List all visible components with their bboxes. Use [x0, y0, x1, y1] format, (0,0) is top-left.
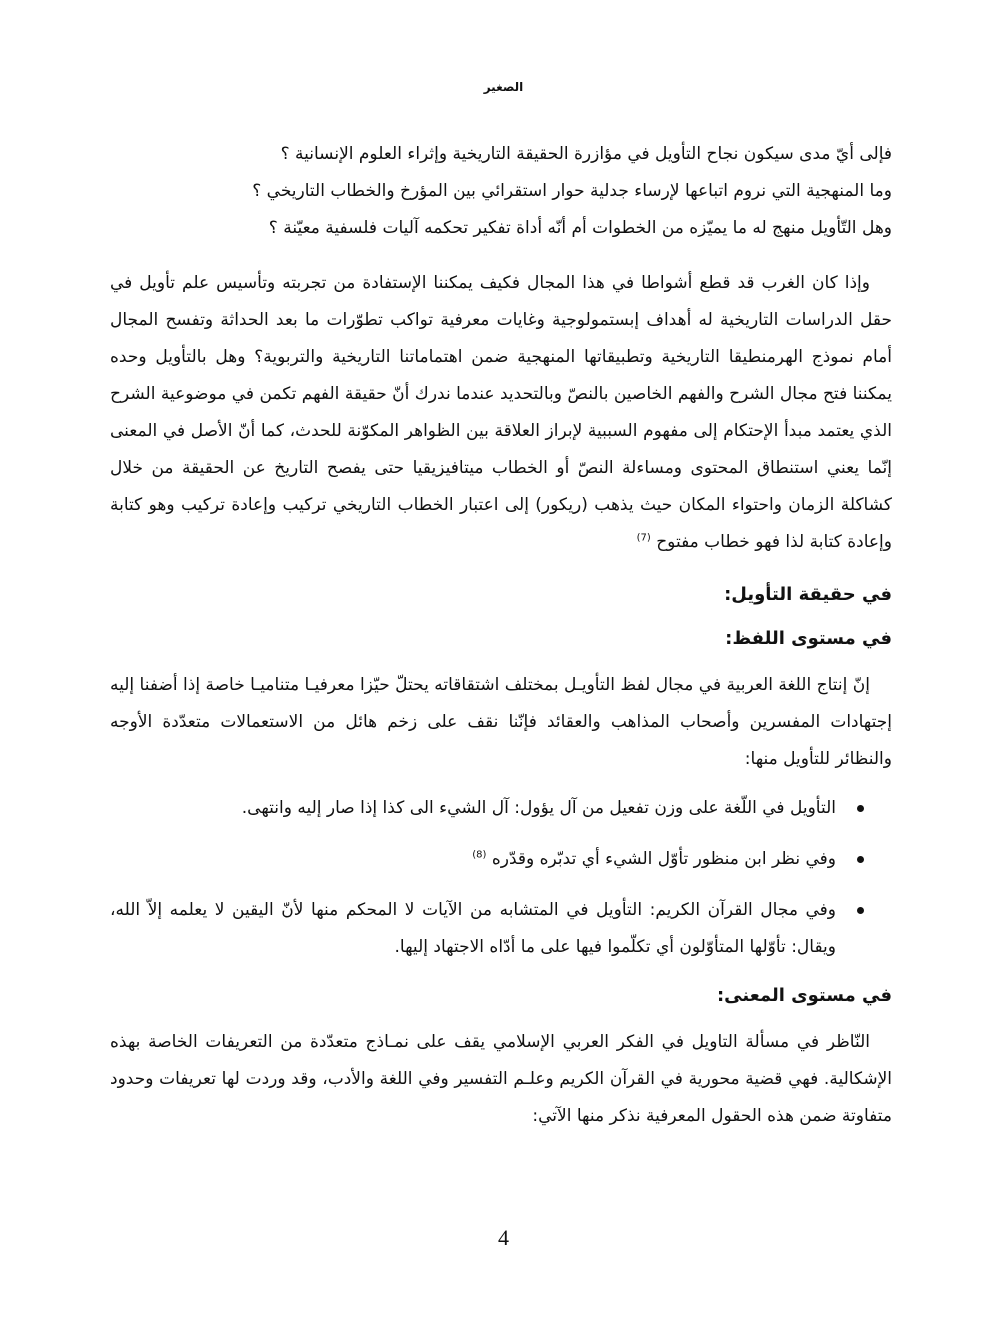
section-heading-meaning-level: في مستوى المعنى:: [716, 985, 892, 1006]
list-item-text: وفي مجال القرآن الكريم: التأويل في المتشابه من الآيات لا المحكم منها لأنّ اليقين لا يعلمه إلاّ الله، ويقال: تأوّلها المتأوّلون أي تكلّموا فيها على ما أدّاه الاجتهاد إليها.: [110, 900, 836, 957]
page-body: [110, 136, 892, 1135]
footnote-ref-7: (7): [636, 532, 651, 544]
section-heading-truth-of-interpretation: في حقيقة التأويل:: [724, 584, 892, 605]
bullet-icon: [857, 907, 864, 914]
paragraph-west-hermeneutics: [110, 265, 892, 561]
bullet-icon: [857, 805, 864, 812]
intro-question-3: وهل التّأويل منهج له ما يميّزه من الخطوات أم أنّه أداة تفكير تحكمه آليات فلسفية معيّنة ؟: [268, 218, 892, 238]
section-heading-word-level: في مستوى اللفظ:: [725, 628, 892, 649]
list-item-text: وفي نظر ابن منظور تأوّل الشيء أي تدبّره وقدّره: [491, 849, 836, 869]
footnote-ref-8: (8): [472, 849, 487, 861]
intro-question-1: فإلى أيّ مدى سيكون نجاح التأويل في مؤازرة الحقيقة التاريخية وإثراء العلوم الإنسانية ؟: [280, 144, 892, 164]
page-number: 4: [498, 1225, 509, 1250]
paragraph-west-hermeneutics-text: وإذا كان الغرب قد قطع أشواطا في هذا المجال فكيف يمكننا الإستفادة من تجربته وتأسيس علم تأويل في حقل الدراسات التاريخية له أهداف إبستمولوجية وغايات معرفية تواكب تطوّرات ما بعد الحداثة وتفسح المجال أمام نموذج الهرمنطيقا التاريخية وتطبيقاتها المنهجية ضمن اهتماماتنا التاريخية والتربوية؟ وهل بالتأويل وحده يمكننا فتح مجال الشرح والفهم الخاصين بالنصّ وبالتحديد عندما ندرك أنّ حقيقة الفهم تكمن في موضوعية الشرح الذي يعتمد مبدأ الإحتكام إلى مفهوم السببية لإبراز العلاقة بين الظواهر المكوّنة للحدث، كما أنّ الأصل في المعنى إنّما يعني استنطاق المحتوى ومساءلة النصّ أو الخطاب ميتافيزيقيا حتى يفصح التاريخ عن الحقيقة من خلال كشاكلة الزمان واحتواء المكان حيث يذهب (ريكور) إلى اعتبار الخطاب التاريخي تركيب وإعادة تركيب وهو كتابة وإعادة كتابة لذا فهو خطاب مفتوح: [110, 273, 892, 552]
intro-questions: [110, 136, 892, 247]
definitions-list: [110, 790, 892, 966]
list-item: [110, 790, 870, 827]
paragraph-arabic-language: إنّ إنتاج اللغة العربية في مجال لفظ التأويـل بمختلف اشتقاقاته يحتلّ حيّزا معرفيـا متناميـا خاصة إذا أضفنا إليه إجتهادات المفسرين وأصحاب المذاهب والعقائد فإنّنا نقف على زخم هائل من الاستعمالات متعدّدة الأوجه والنظائر للتأويل منها:: [110, 675, 892, 769]
paragraph-islamic-thought: النّاظر في مسألة التاويل في الفكر العربي الإسلامي يقف على نمـاذج متعدّدة من التعريفات الخاصة بهذه الإشكالية. فهي قضية محورية في القرآن الكريم وعلـم التفسير وفي اللغة والأدب، وقد وردت لها تعريفات وحدود متفاوتة ضمن هذه الحقول المعرفية نذكر منها الآتي:: [110, 1032, 892, 1126]
bullet-icon: [857, 856, 864, 863]
list-item: [110, 892, 870, 966]
list-item-text: التأويل في اللّغة على وزن تفعيل من آل يؤول: آل الشيء الى كذا إذا صار إليه وانتهى.: [241, 798, 836, 818]
intro-question-2: وما المنهجية التي نروم اتباعها لإرساء جدلية حوار استقرائي بين المؤرخ والخطاب التاريخي ؟: [252, 181, 892, 201]
running-header: الصغير: [483, 80, 524, 94]
list-item: [110, 841, 870, 878]
